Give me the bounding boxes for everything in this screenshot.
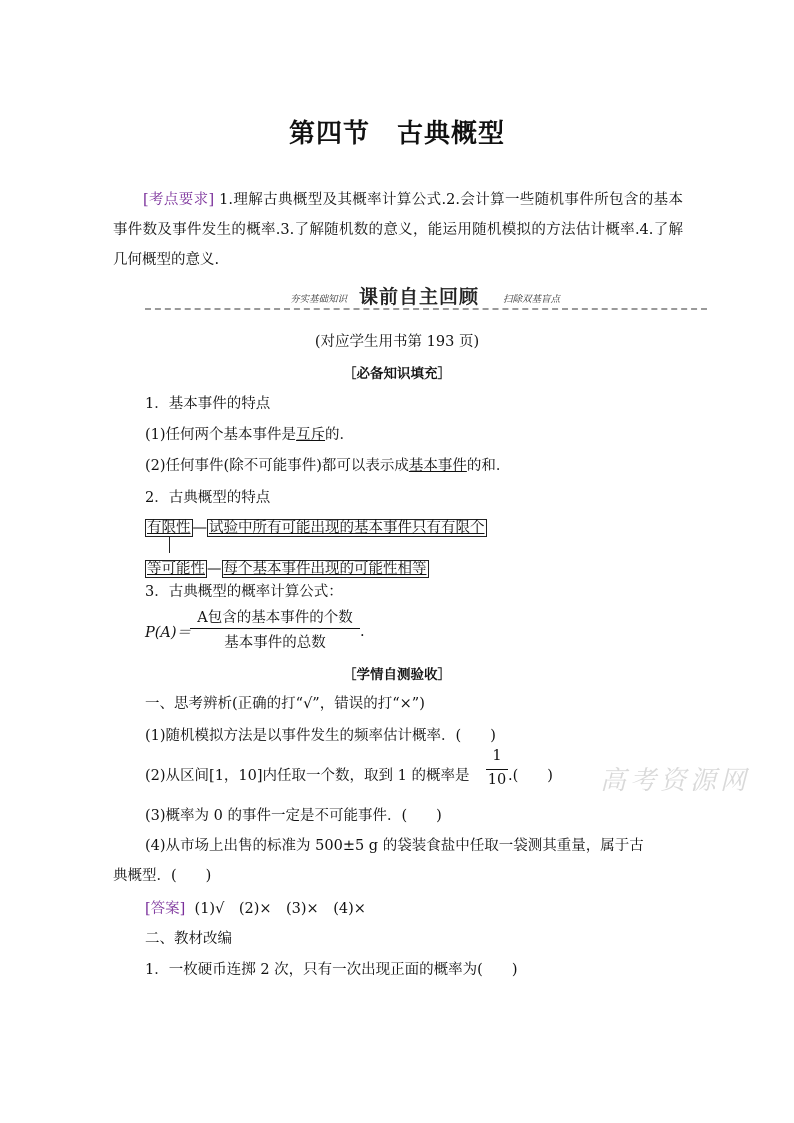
banner-right-text: 扫除双基盲点: [503, 294, 561, 305]
diagram-vertical-connector: [169, 537, 170, 553]
watermark-text: 高考资源网: [600, 766, 751, 796]
section-heading-selftest: ［学情自测验收］: [343, 667, 451, 683]
requirements-paragraph: [113, 185, 683, 275]
item1-line1-prefix: (1)任何两个基本事件是: [145, 427, 297, 443]
diagram-row-equal-likelihood: [145, 557, 429, 578]
requirements-text: 1.理解古典概型及其概率计算公式.2.会计算一些随机事件所包含的基本事件数及事件发生的概率.3.了解随机数的意义，能运用随机模拟的方法估计概率.4.了解几何概型的意义.: [113, 192, 683, 268]
item1-line2-prefix: (2)任何事件(除不可能事件)都可以表示成: [145, 458, 409, 474]
part1-title: 一、思考辨析(正确的打“√”，错误的打“×”): [145, 696, 425, 712]
item2-title: 2．古典概型的特点: [145, 490, 271, 506]
formula-period: .: [360, 624, 365, 640]
equal-likelihood-desc: 每个基本事件出现的可能性相等: [223, 561, 427, 577]
item1-line1-suffix: 的．: [325, 427, 355, 443]
finiteness-key: 有限性: [147, 520, 191, 536]
item3-title: 3．古典概型的概率计算公式：: [145, 584, 343, 600]
answer-text: (1)√ (2)× (3)× (4)×: [194, 901, 366, 917]
question-2-fraction-numerator: 1: [492, 748, 502, 764]
formula-denominator: 基本事件的总数: [224, 635, 326, 651]
item1-line2: [145, 454, 510, 475]
page-title: 第四节 古典概型: [288, 119, 505, 149]
question-1: (1)随机模拟方法是以事件发生的频率估计概率．( ): [145, 728, 496, 744]
formula-numerator: A包含的基本事件的个数: [197, 610, 353, 626]
requirements-tag: [考点要求]: [143, 192, 215, 208]
question-2-suffix: .( ): [508, 768, 553, 784]
part2-question-1: 1．一枚硬币连掷 2 次，只有一次出现正面的概率为( ): [145, 962, 518, 978]
item1-title: 1．基本事件的特点: [145, 396, 271, 412]
item1-line1: [145, 423, 354, 444]
question-2-prefix: (2)从区间[1，10]内任取一个数，取到 1 的概率是: [145, 768, 470, 784]
row2-connector: —: [207, 561, 222, 577]
book-reference: (对应学生用书第 193 页): [314, 334, 480, 350]
row1-connector: —: [192, 520, 207, 536]
finiteness-desc: 试验中所有可能出现的基本事件只有有限个: [209, 520, 485, 536]
section-banner: [145, 282, 707, 312]
part2-title: 二、教材改编: [145, 931, 232, 947]
question-3: (3)概率为 0 的事件一定是不可能事件．( ): [145, 808, 442, 824]
banner-title: 课前自主回顾: [359, 286, 480, 308]
question-4-line1: (4)从市场上出售的标准为 500±5 g 的袋装食盐中任取一袋测其重量，属于古: [145, 838, 644, 854]
answer-line: [145, 897, 366, 918]
question-2-fraction-denominator: 10: [487, 772, 507, 788]
question-2-fraction-bar: [486, 769, 508, 770]
item1-line2-suffix: 的和．: [466, 458, 511, 474]
banner-left-text: 夯实基础知识: [290, 294, 348, 305]
item1-line1-blank: 互斥: [296, 427, 326, 443]
question-2: [145, 764, 469, 785]
answer-tag: [答案]: [145, 901, 186, 917]
formula-fraction-bar: [190, 628, 360, 629]
question-4-line2: 典概型．( ): [113, 868, 212, 884]
section-heading-knowledge: ［必备知识填充］: [343, 366, 451, 382]
equal-likelihood-key: 等可能性: [147, 561, 205, 577]
formula-lhs: P(A)＝: [145, 625, 192, 641]
diagram-row-finiteness: [145, 516, 487, 537]
item1-line2-blank: 基本事件: [408, 458, 467, 474]
